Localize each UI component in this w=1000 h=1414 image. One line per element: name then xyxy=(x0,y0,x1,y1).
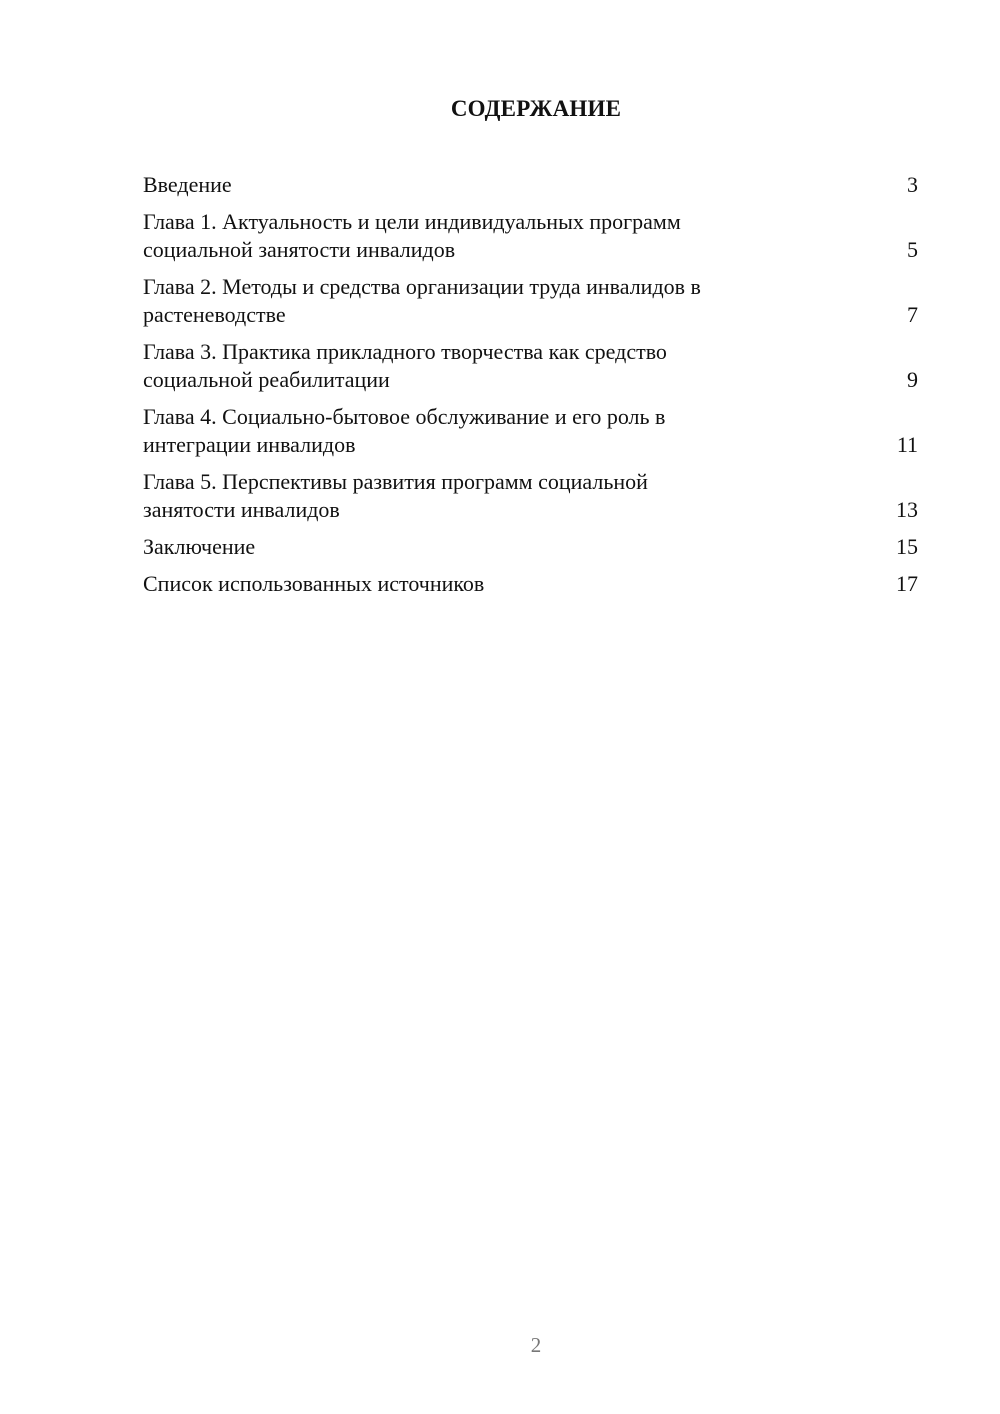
toc-entry-line: растеневодстве xyxy=(143,302,286,327)
toc-entry-page: 15 xyxy=(896,534,918,559)
toc-entry-title xyxy=(143,570,484,598)
table-of-contents xyxy=(143,171,918,607)
toc-entry-title xyxy=(143,533,255,561)
toc-entry-line: Список использованных источников xyxy=(143,571,485,596)
toc-entry-title xyxy=(143,338,667,394)
toc-entry-title xyxy=(143,171,232,199)
toc-entry-chapter-3 xyxy=(143,338,918,394)
toc-entry-line: занятости инвалидов xyxy=(143,497,340,522)
toc-entry-line: Глава 1. Актуальность и цели индивидуальных программ xyxy=(143,209,681,234)
toc-entry-page: 11 xyxy=(896,432,918,457)
toc-entry-chapter-2 xyxy=(143,273,918,329)
toc-title: СОДЕРЖАНИЕ xyxy=(450,96,622,121)
toc-entry-title xyxy=(143,273,701,329)
toc-entry-introduction xyxy=(143,171,918,199)
toc-entry-line: интеграции инвалидов xyxy=(143,432,356,457)
toc-entry-title xyxy=(143,468,648,524)
toc-entry-line: Глава 4. Социально-бытовое обслуживание и его роль в xyxy=(143,404,666,429)
toc-entry-line: Глава 2. Методы и средства организации труда инвалидов в xyxy=(143,274,701,299)
toc-entry-page: 3 xyxy=(907,172,918,197)
toc-entry-line: Введение xyxy=(143,172,232,197)
toc-entry-page: 17 xyxy=(896,571,918,596)
toc-entry-page: 13 xyxy=(896,497,918,522)
toc-entry-references xyxy=(143,570,918,598)
toc-entry-line: Глава 5. Перспективы развития программ социальной xyxy=(143,469,648,494)
toc-entry-chapter-4 xyxy=(143,403,918,459)
page-number: 2 xyxy=(530,1333,542,1357)
toc-entry-conclusion xyxy=(143,533,918,561)
toc-entry-title xyxy=(143,208,681,264)
toc-entry-chapter-5 xyxy=(143,468,918,524)
toc-entry-page: 7 xyxy=(907,302,918,327)
toc-entry-line: социальной реабилитации xyxy=(143,367,390,392)
toc-entry-page: 9 xyxy=(907,367,918,392)
toc-entry-line: социальной занятости инвалидов xyxy=(143,237,456,262)
toc-entry-line: Глава 3. Практика прикладного творчества как средство xyxy=(143,339,667,364)
toc-entry-line: Заключение xyxy=(143,534,256,559)
toc-entry-page: 5 xyxy=(907,237,918,262)
toc-entry-chapter-1 xyxy=(143,208,918,264)
toc-entry-title xyxy=(143,403,665,459)
